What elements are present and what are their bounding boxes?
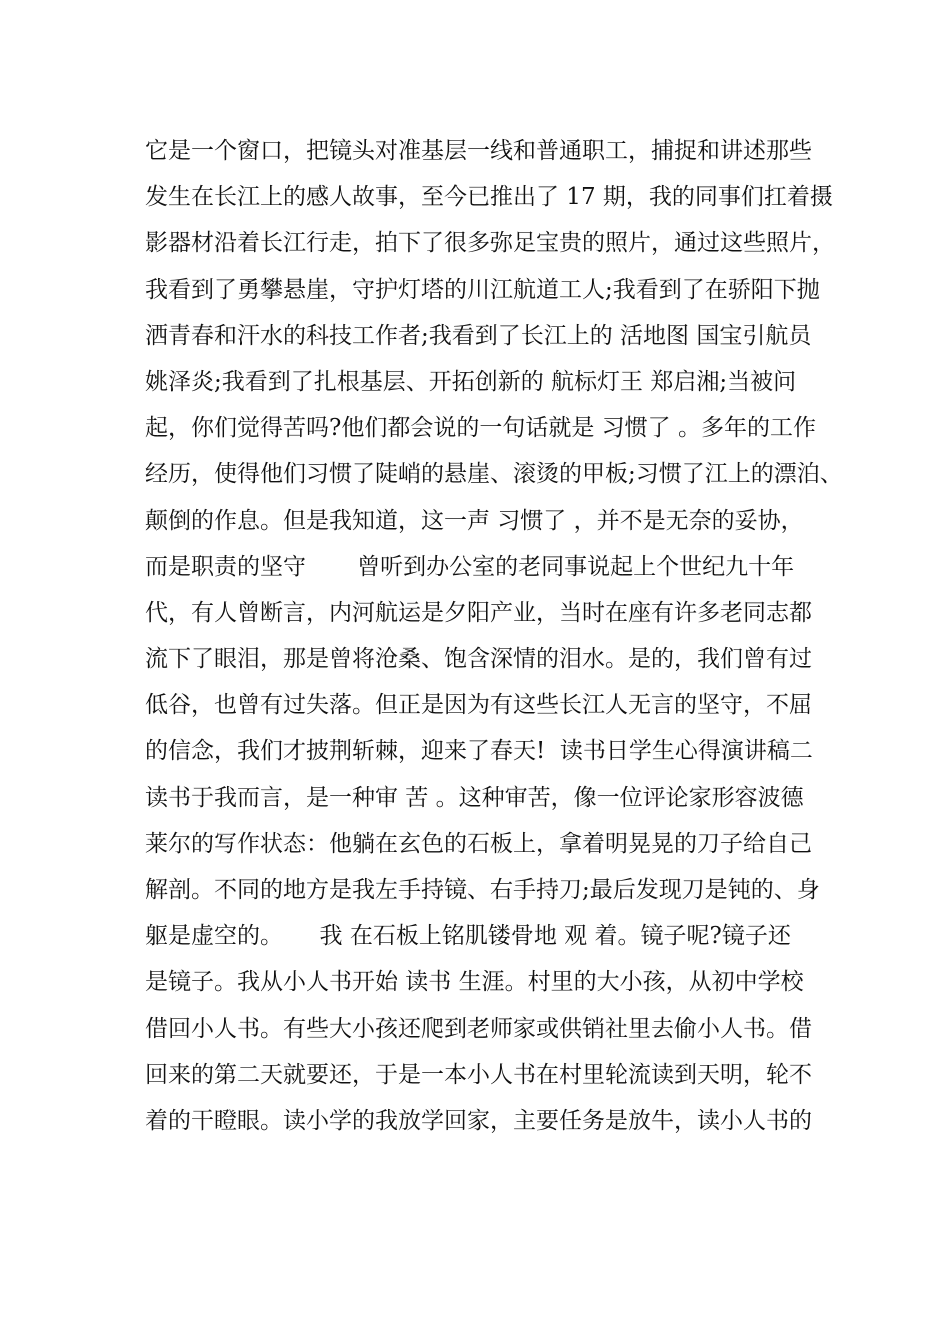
text-line: 是镜子。我从小人书开始 读书 生涯。村里的大小孩，从初中学校	[145, 969, 804, 996]
text-line: 莱尔的写作状态：他躺在玄色的石板上，拿着明晃晃的刀子给自己	[145, 830, 812, 857]
text-line: 它是一个窗口，把镜头对准基层一线和普通职工，捕捉和讲述那些	[145, 138, 812, 164]
text-line: 读书于我而言，是一种审 苦 。这种审苦，像一位评论家形容波德	[145, 784, 804, 811]
text-line: 代，有人曾断言，内河航运是夕阳产业，当时在座有许多老同志都	[145, 599, 812, 626]
text-line: 着的干瞪眼。读小学的我放学回家，主要任务是放牛，读小人书的	[145, 1107, 812, 1134]
text-line: 流下了眼泪，那是曾将沧桑、饱含深情的泪水。是的，我们曾有过	[145, 646, 812, 673]
text-line: 借回小人书。有些大小孩还爬到老师家或供销社里去偷小人书。借	[145, 1015, 812, 1042]
text-line: 我看到了勇攀悬崖，守护灯塔的川江航道工人;我看到了在骄阳下抛	[145, 276, 820, 303]
text-line: 颠倒的作息。但是我知道，这一声 习惯了 ，并不是无奈的妥协，	[145, 507, 804, 534]
text-line: 经历，使得他们习惯了陡峭的悬崖、滚烫的甲板;习惯了江上的漂泊、	[145, 461, 843, 488]
text-line: 回来的第二天就要还，于是一本小人书在村里轮流读到天明，轮不	[145, 1061, 812, 1088]
text-line: 而是职责的坚守 曾听到办公室的老同事说起上个世纪九十年	[145, 553, 795, 580]
text-line: 解剖。不同的地方是我左手持镜、右手持刀;最后发现刀是钝的、身	[145, 877, 820, 903]
text-line: 起，你们觉得苦吗?他们都会说的一句话就是 习惯了 。多年的工作	[145, 415, 816, 442]
text-line: 姚泽炎;我看到了扎根基层、开拓创新的 航标灯王 郑启湘;当被问	[145, 368, 797, 395]
text-line: 发生在长江上的感人故事，至今已推出了 17 期，我的同事们扛着摄	[145, 184, 833, 211]
text-line: 洒青春和汗水的科技工作者;我看到了长江上的 活地图 国宝引航员	[145, 322, 812, 349]
body-text	[145, 128, 843, 1144]
text-line: 低谷，也曾有过失落。但正是因为有这些长江人无言的坚守，不屈	[145, 692, 812, 719]
text-line: 影器材沿着长江行走，拍下了很多弥足宝贵的照片，通过这些照片，	[145, 230, 835, 257]
text-line: 躯是虚空的。 我 在石板上铭肌镂骨地 观 着。镜子呢?镜子还	[145, 923, 791, 950]
text-line: 的信念，我们才披荆斩棘，迎来了春天! 读书日学生心得演讲稿二	[145, 738, 813, 765]
